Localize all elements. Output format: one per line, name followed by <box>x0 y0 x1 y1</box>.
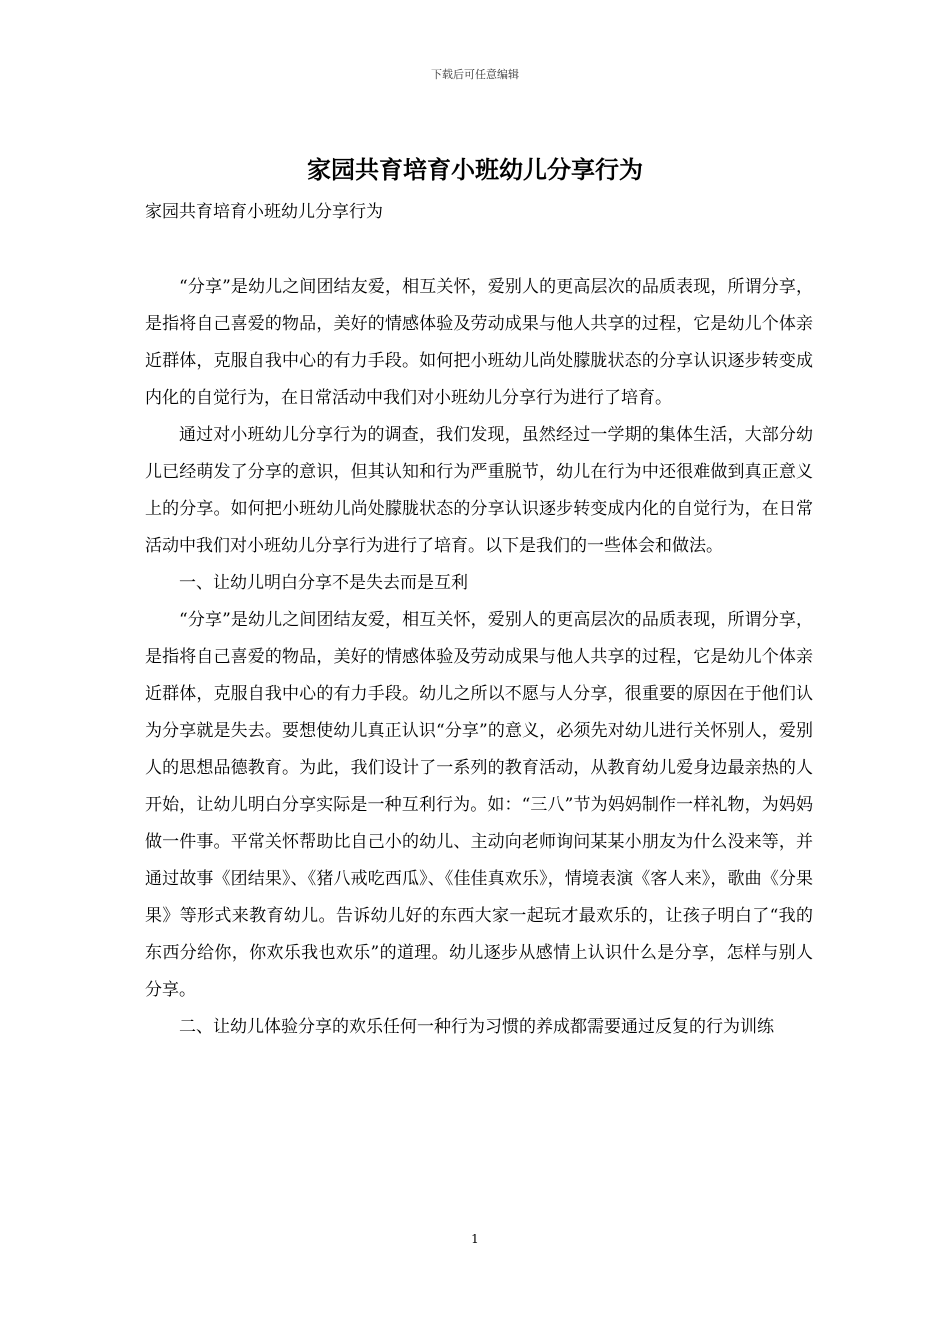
page-header-note: 下载后可任意编辑 <box>431 68 519 81</box>
section-heading-1: 一、让幼儿明白分享不是失去而是互利 <box>179 573 468 593</box>
document-title: 家园共育培育小班幼儿分享行为 <box>307 156 643 184</box>
paragraph-survey: 通过对小班幼儿分享行为的调查，我们发现，虽然经过一学期的集体生活，大部分幼儿已经萌发了分享的意识，但其认知和行为严重脱节，幼儿在行为中还很难做到真正意义上的分享。如何把小班幼儿尚处朦胧状态的分享认识逐步转变成内化的自觉行为，在日常活动中我们对小班幼儿分享行为进行了培育。以下是我们的一些体会和做法。 <box>145 425 813 556</box>
paragraph-intro: “分享”是幼儿之间团结友爱，相互关怀，爱别人的更高层次的品质表现，所谓分享，是指将自己喜爱的物品，美好的情感体验及劳动成果与他人共享的过程，它是幼儿个体亲近群体，克服自我中心的有力手段。如何把小班幼儿尚处朦胧状态的分享认识逐步转变成内化的自觉行为，在日常活动中我们对小班幼儿分享行为进行了培育。 <box>145 277 813 408</box>
section-heading-2: 二、让幼儿体验分享的欢乐任何一种行为习惯的养成都需要通过反复的行为训练 <box>179 1017 774 1037</box>
document-body <box>145 269 813 1046</box>
page-number: 1 <box>471 1232 479 1246</box>
document-subtitle: 家园共育培育小班幼儿分享行为 <box>145 202 383 222</box>
paragraph-section-1: “分享”是幼儿之间团结友爱，相互关怀，爱别人的更高层次的品质表现，所谓分享，是指将自己喜爱的物品，美好的情感体验及劳动成果与他人共享的过程，它是幼儿个体亲近群体，克服自我中心的有力手段。幼儿之所以不愿与人分享，很重要的原因在于他们认为分享就是失去。要想使幼儿真正认识“分享”的意义，必须先对幼儿进行关怀别人，爱别人的思想品德教育。为此，我们设计了一系列的教育活动，从教育幼儿爱身边最亲热的人开始，让幼儿明白分享实际是一种互利行为。如：“三八”节为妈妈制作一样礼物，为妈妈做一件事。平常关怀帮助比自己小的幼儿、主动向老师询问某某小朋友为什么没来等，并通过故事《团结果》、《猪八戒吃西瓜》、《佳佳真欢乐》，情境表演《客人来》，歌曲《分果果》等形式来教育幼儿。告诉幼儿好的东西大家一起玩才最欢乐的，让孩子明白了“我的东西分给你，你欢乐我也欢乐”的道理。幼儿逐步从感情上认识什么是分享，怎样与别人分享。 <box>145 610 813 1000</box>
